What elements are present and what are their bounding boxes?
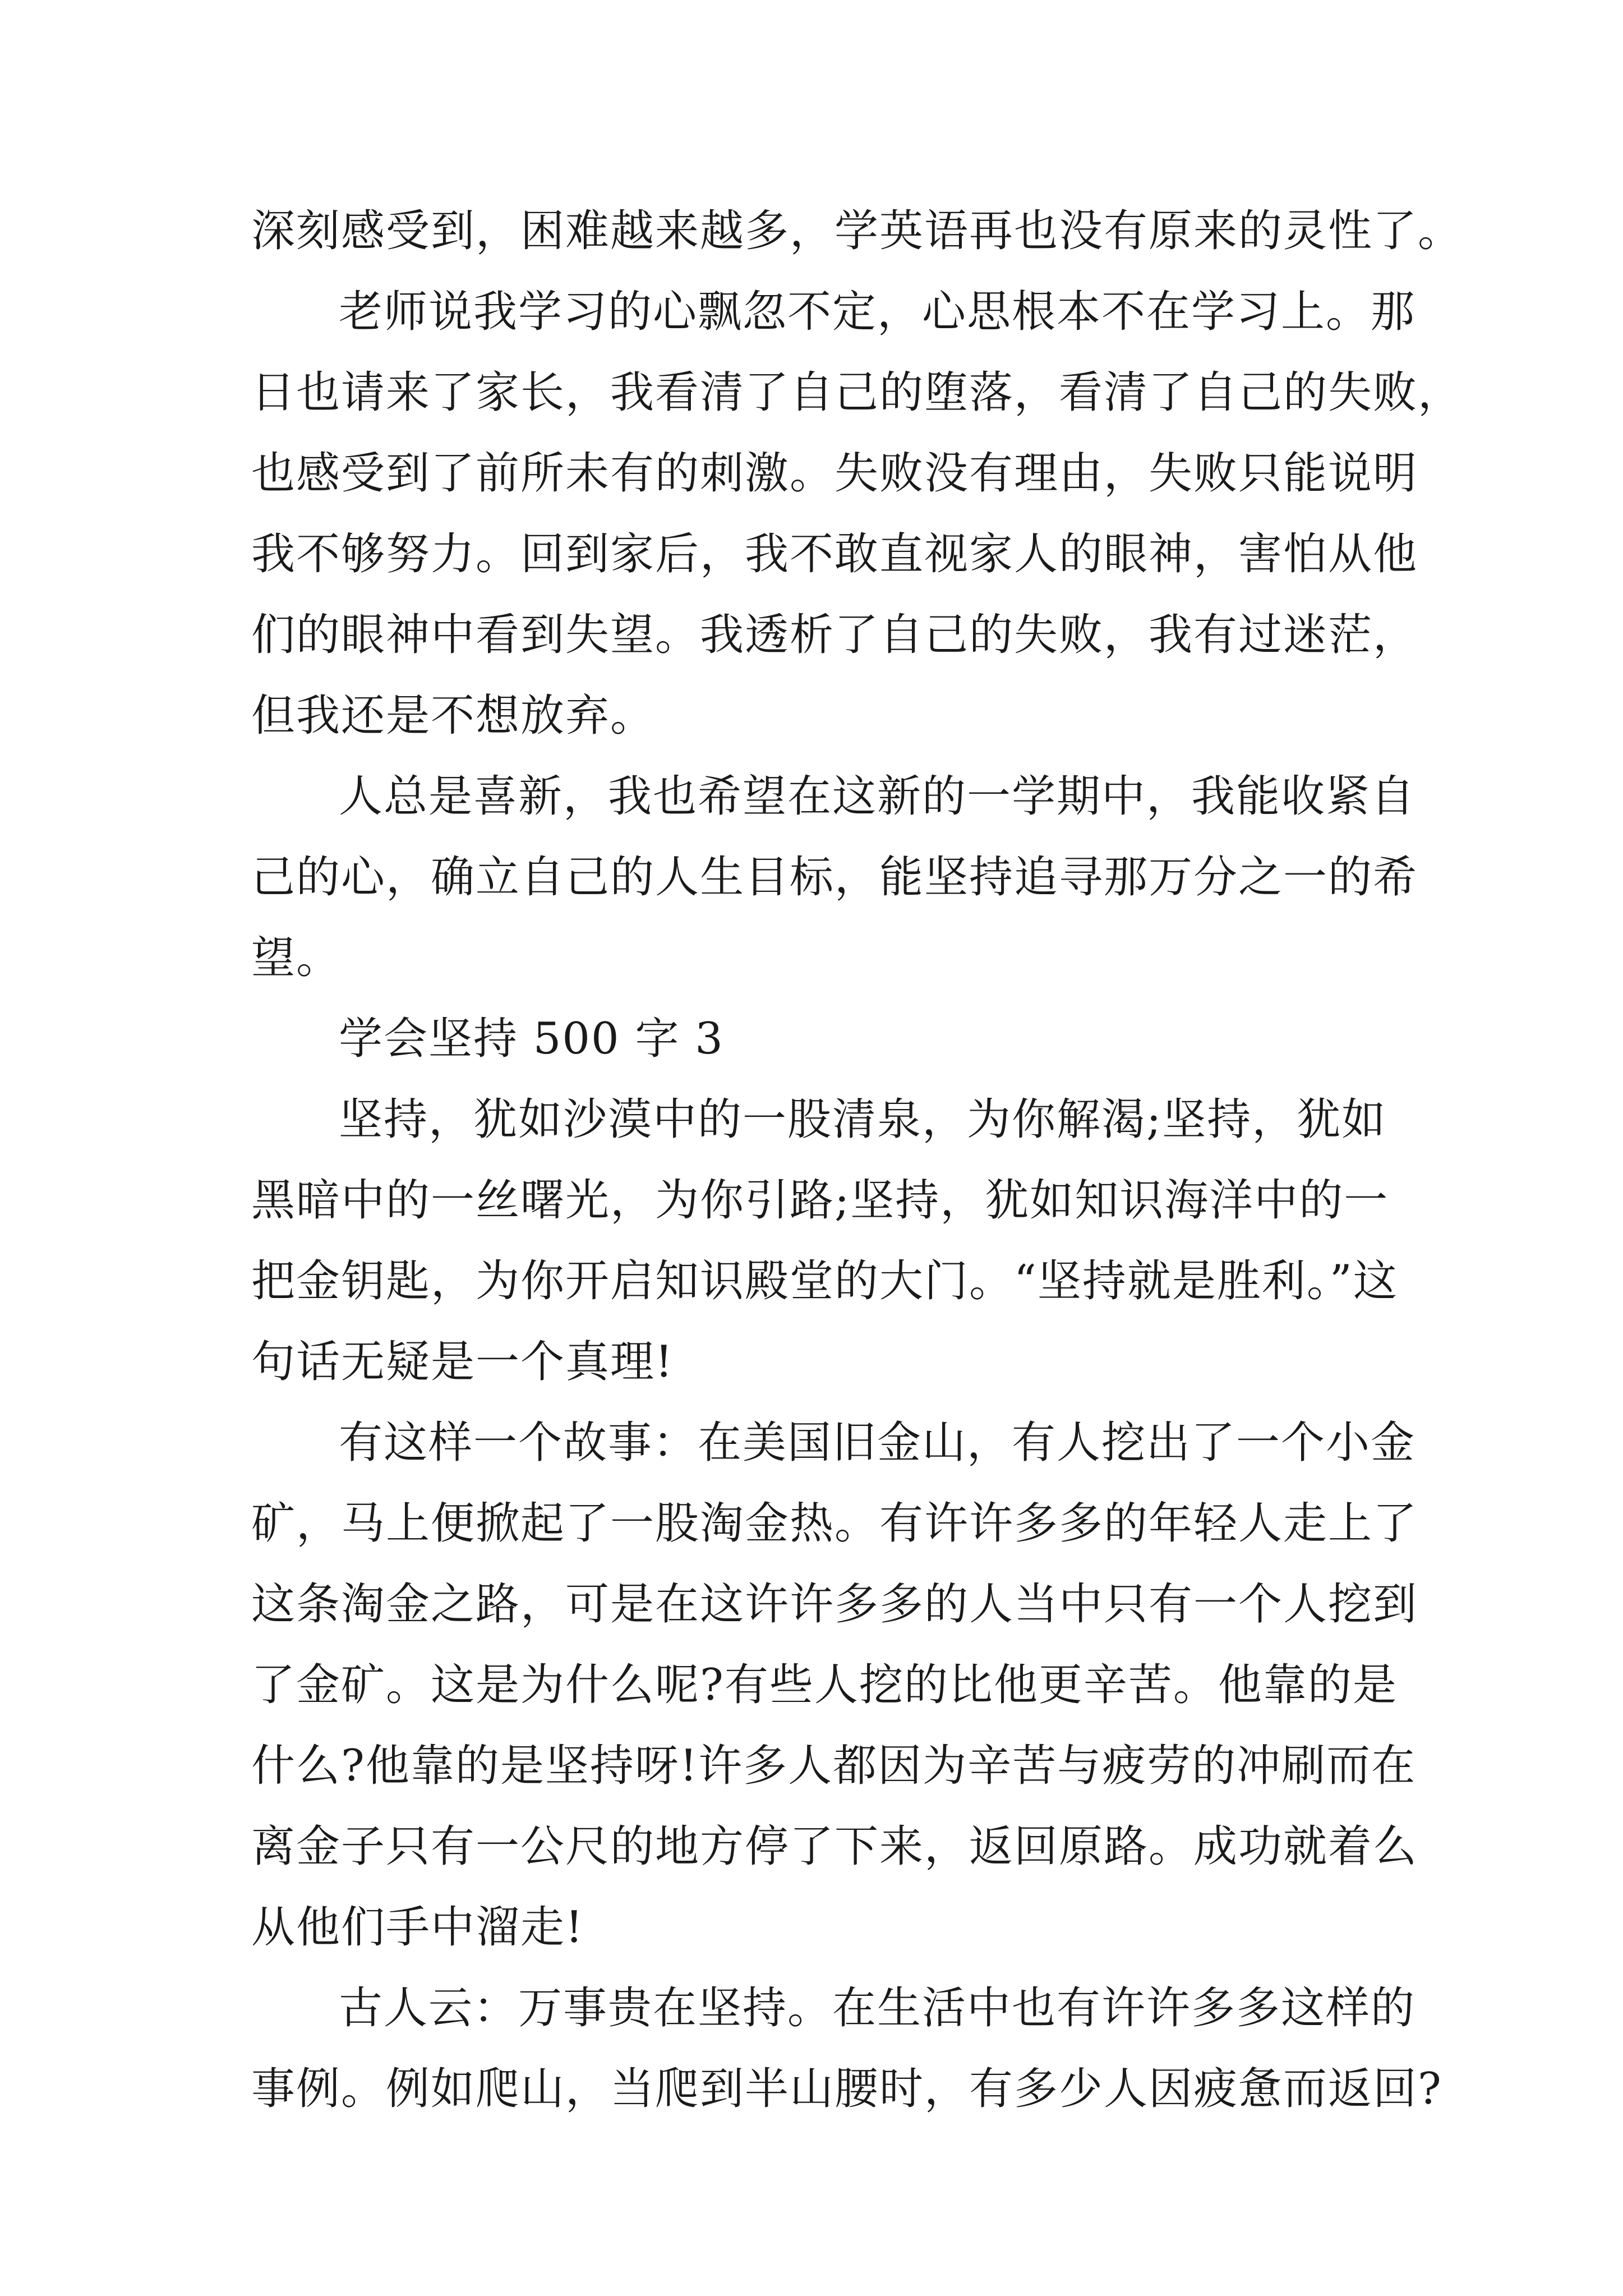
text-line: 深刻感受到，困难越来越多，学英语再也没有原来的灵性了。 (251, 206, 1463, 256)
text-line: 也感受到了前所未有的刺激。失败没有理由，失败只能说明 (251, 448, 1418, 499)
text-line: 有这样一个故事：在美国旧金山，有人挖出了一个小金 (339, 1418, 1416, 1468)
text-line: 离金子只有一公尺的地方停了下来，返回原路。成功就着么 (251, 1821, 1418, 1872)
text-line: 己的心，确立自己的人生目标，能坚持追寻那万分之一的希 (251, 852, 1418, 903)
text-line: 人总是喜新，我也希望在这新的一学期中，我能收紧自 (339, 771, 1416, 822)
text-line: 老师说我学习的心飘忽不定，心思根本不在学习上。那 (339, 287, 1416, 337)
text-line: 矿，马上便掀起了一股淘金热。有许许多多的年轻人走上了 (251, 1498, 1418, 1549)
text-line: 日也请来了家长，我看清了自己的堕落，看清了自己的失败， (251, 367, 1463, 418)
section-heading: 学会坚持 500 字 3 (339, 1014, 724, 1064)
text-line: 什么?他靠的是坚持呀!许多人都因为辛苦与疲劳的冲刷而在 (251, 1741, 1417, 1791)
text-line: 望。 (251, 933, 342, 983)
text-line: 把金钥匙，为你开启知识殿堂的大门。“坚持就是胜利。”这 (251, 1256, 1398, 1306)
text-line: 句话无疑是一个真理! (251, 1337, 674, 1387)
text-line: 事例。例如爬山，当爬到半山腰时，有多少人因疲惫而返回? (251, 2064, 1442, 2114)
document-body (251, 191, 1463, 2129)
text-line: 们的眼神中看到失望。我透析了自己的失败，我有过迷茫， (251, 610, 1418, 660)
text-line: 我不够努力。回到家后，我不敢直视家人的眼神，害怕从他 (251, 529, 1418, 579)
text-line: 从他们手中溜走! (251, 1902, 584, 1953)
text-line: 黑暗中的一丝曙光，为你引路;坚持，犹如知识海洋中的一 (251, 1175, 1389, 1226)
text-line: 但我还是不想放弃。 (251, 691, 656, 741)
text-line: 这条淘金之路，可是在这许许多多的人当中只有一个人挖到 (251, 1579, 1418, 1630)
text-line: 古人云：万事贵在坚持。在生活中也有许许多多这样的 (339, 1983, 1416, 2033)
text-line: 了金矿。这是为什么呢?有些人挖的比他更辛苦。他靠的是 (251, 1660, 1398, 1710)
text-line: 坚持，犹如沙漠中的一股清泉，为你解渴;坚持，犹如 (339, 1094, 1387, 1145)
